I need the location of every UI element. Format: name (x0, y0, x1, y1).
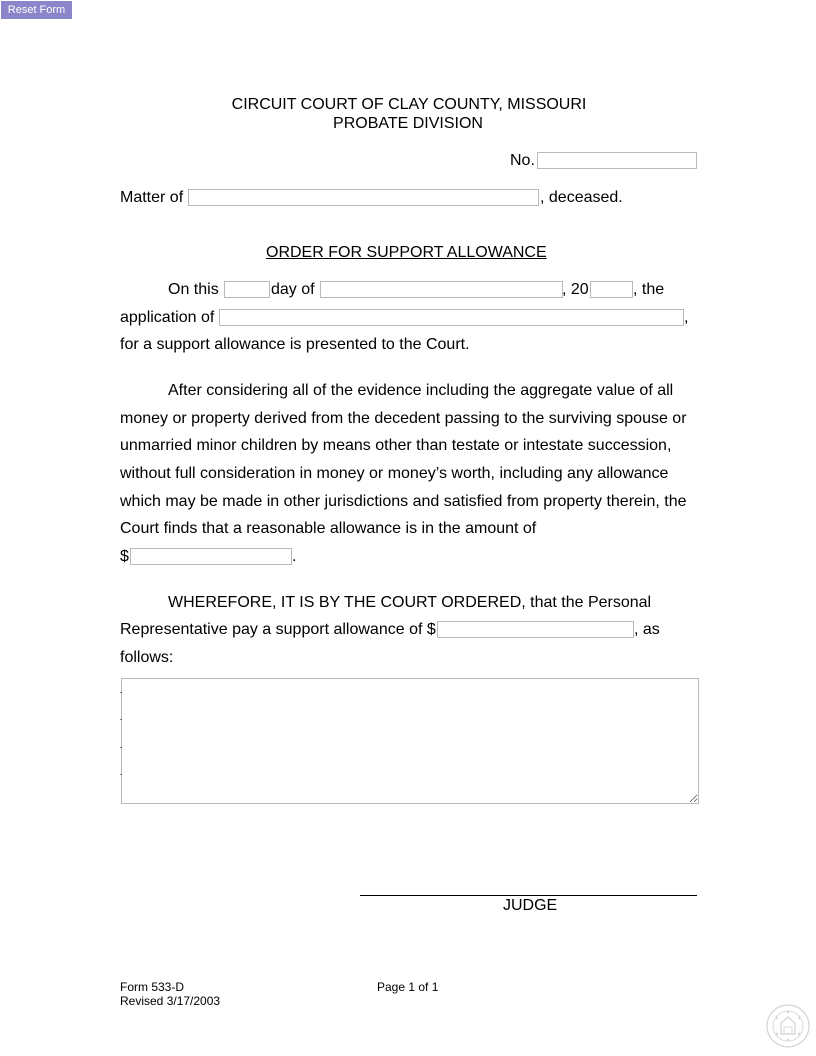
amount-period: . (292, 548, 297, 565)
para1-line3: for a support allowance is presented to the Court. (120, 336, 470, 353)
month-field[interactable] (320, 281, 563, 298)
court-seal-icon (766, 1004, 810, 1048)
deceased-label: , deceased. (540, 189, 623, 206)
follows-label: follows: (120, 649, 174, 666)
payment-terms-textarea[interactable] (121, 678, 699, 804)
application-of-label: application of (120, 309, 215, 326)
line-tick (120, 719, 122, 720)
reset-form-button[interactable]: Reset Form (1, 1, 72, 19)
decedent-name-field[interactable] (188, 189, 539, 206)
line-tick (120, 747, 122, 748)
page-number: Page 1 of 1 (377, 980, 439, 994)
as-label: , as (634, 621, 660, 638)
matter-of-label: Matter of (120, 189, 184, 206)
applicant-field[interactable] (219, 309, 684, 326)
day-of-label: day of (271, 281, 315, 298)
line-tick (120, 692, 122, 693)
para2-line: unmarried minor children by means other than testate or intestate succession, (120, 437, 672, 454)
court-name: CIRCUIT COURT OF CLAY COUNTY, MISSOURI (231, 96, 587, 113)
case-no-label: No. (510, 152, 535, 169)
division-name: PROBATE DIVISION (333, 115, 483, 132)
document-title: ORDER FOR SUPPORT ALLOWANCE (266, 244, 547, 261)
revision-date: Revised 3/17/2003 (120, 994, 221, 1008)
the-label: , the (633, 281, 665, 298)
para2-line: which may be made in other jurisdictions and satisfied from property therein, the (120, 493, 687, 510)
para2-line: Court finds that a reasonable allowance is in the amount of (120, 520, 537, 537)
allowance-amount-field[interactable] (130, 548, 292, 565)
dollar-sign: $ (120, 548, 129, 565)
pay-amount-field[interactable] (437, 621, 634, 638)
para3-line1: WHEREFORE, IT IS BY THE COURT ORDERED, that the Personal (168, 594, 652, 611)
line-tick (120, 774, 122, 775)
year-field[interactable] (590, 281, 633, 298)
on-this-label: On this (168, 281, 219, 298)
para2-line: money or property derived from the decedent passing to the surviving spouse or (120, 410, 687, 427)
para2-line: without full consideration in money or money’s worth, including any allowance (120, 465, 669, 482)
year-prefix-label: , 20 (562, 281, 589, 298)
case-no-field[interactable] (537, 152, 697, 169)
day-field[interactable] (224, 281, 270, 298)
para2-line: After considering all of the evidence including the aggregate value of all (168, 382, 674, 399)
judge-label: JUDGE (503, 897, 558, 914)
applicant-comma: , (684, 309, 689, 326)
para3-line2-prefix: Representative pay a support allowance of $ (120, 621, 436, 638)
form-number: Form 533-D (120, 980, 185, 994)
